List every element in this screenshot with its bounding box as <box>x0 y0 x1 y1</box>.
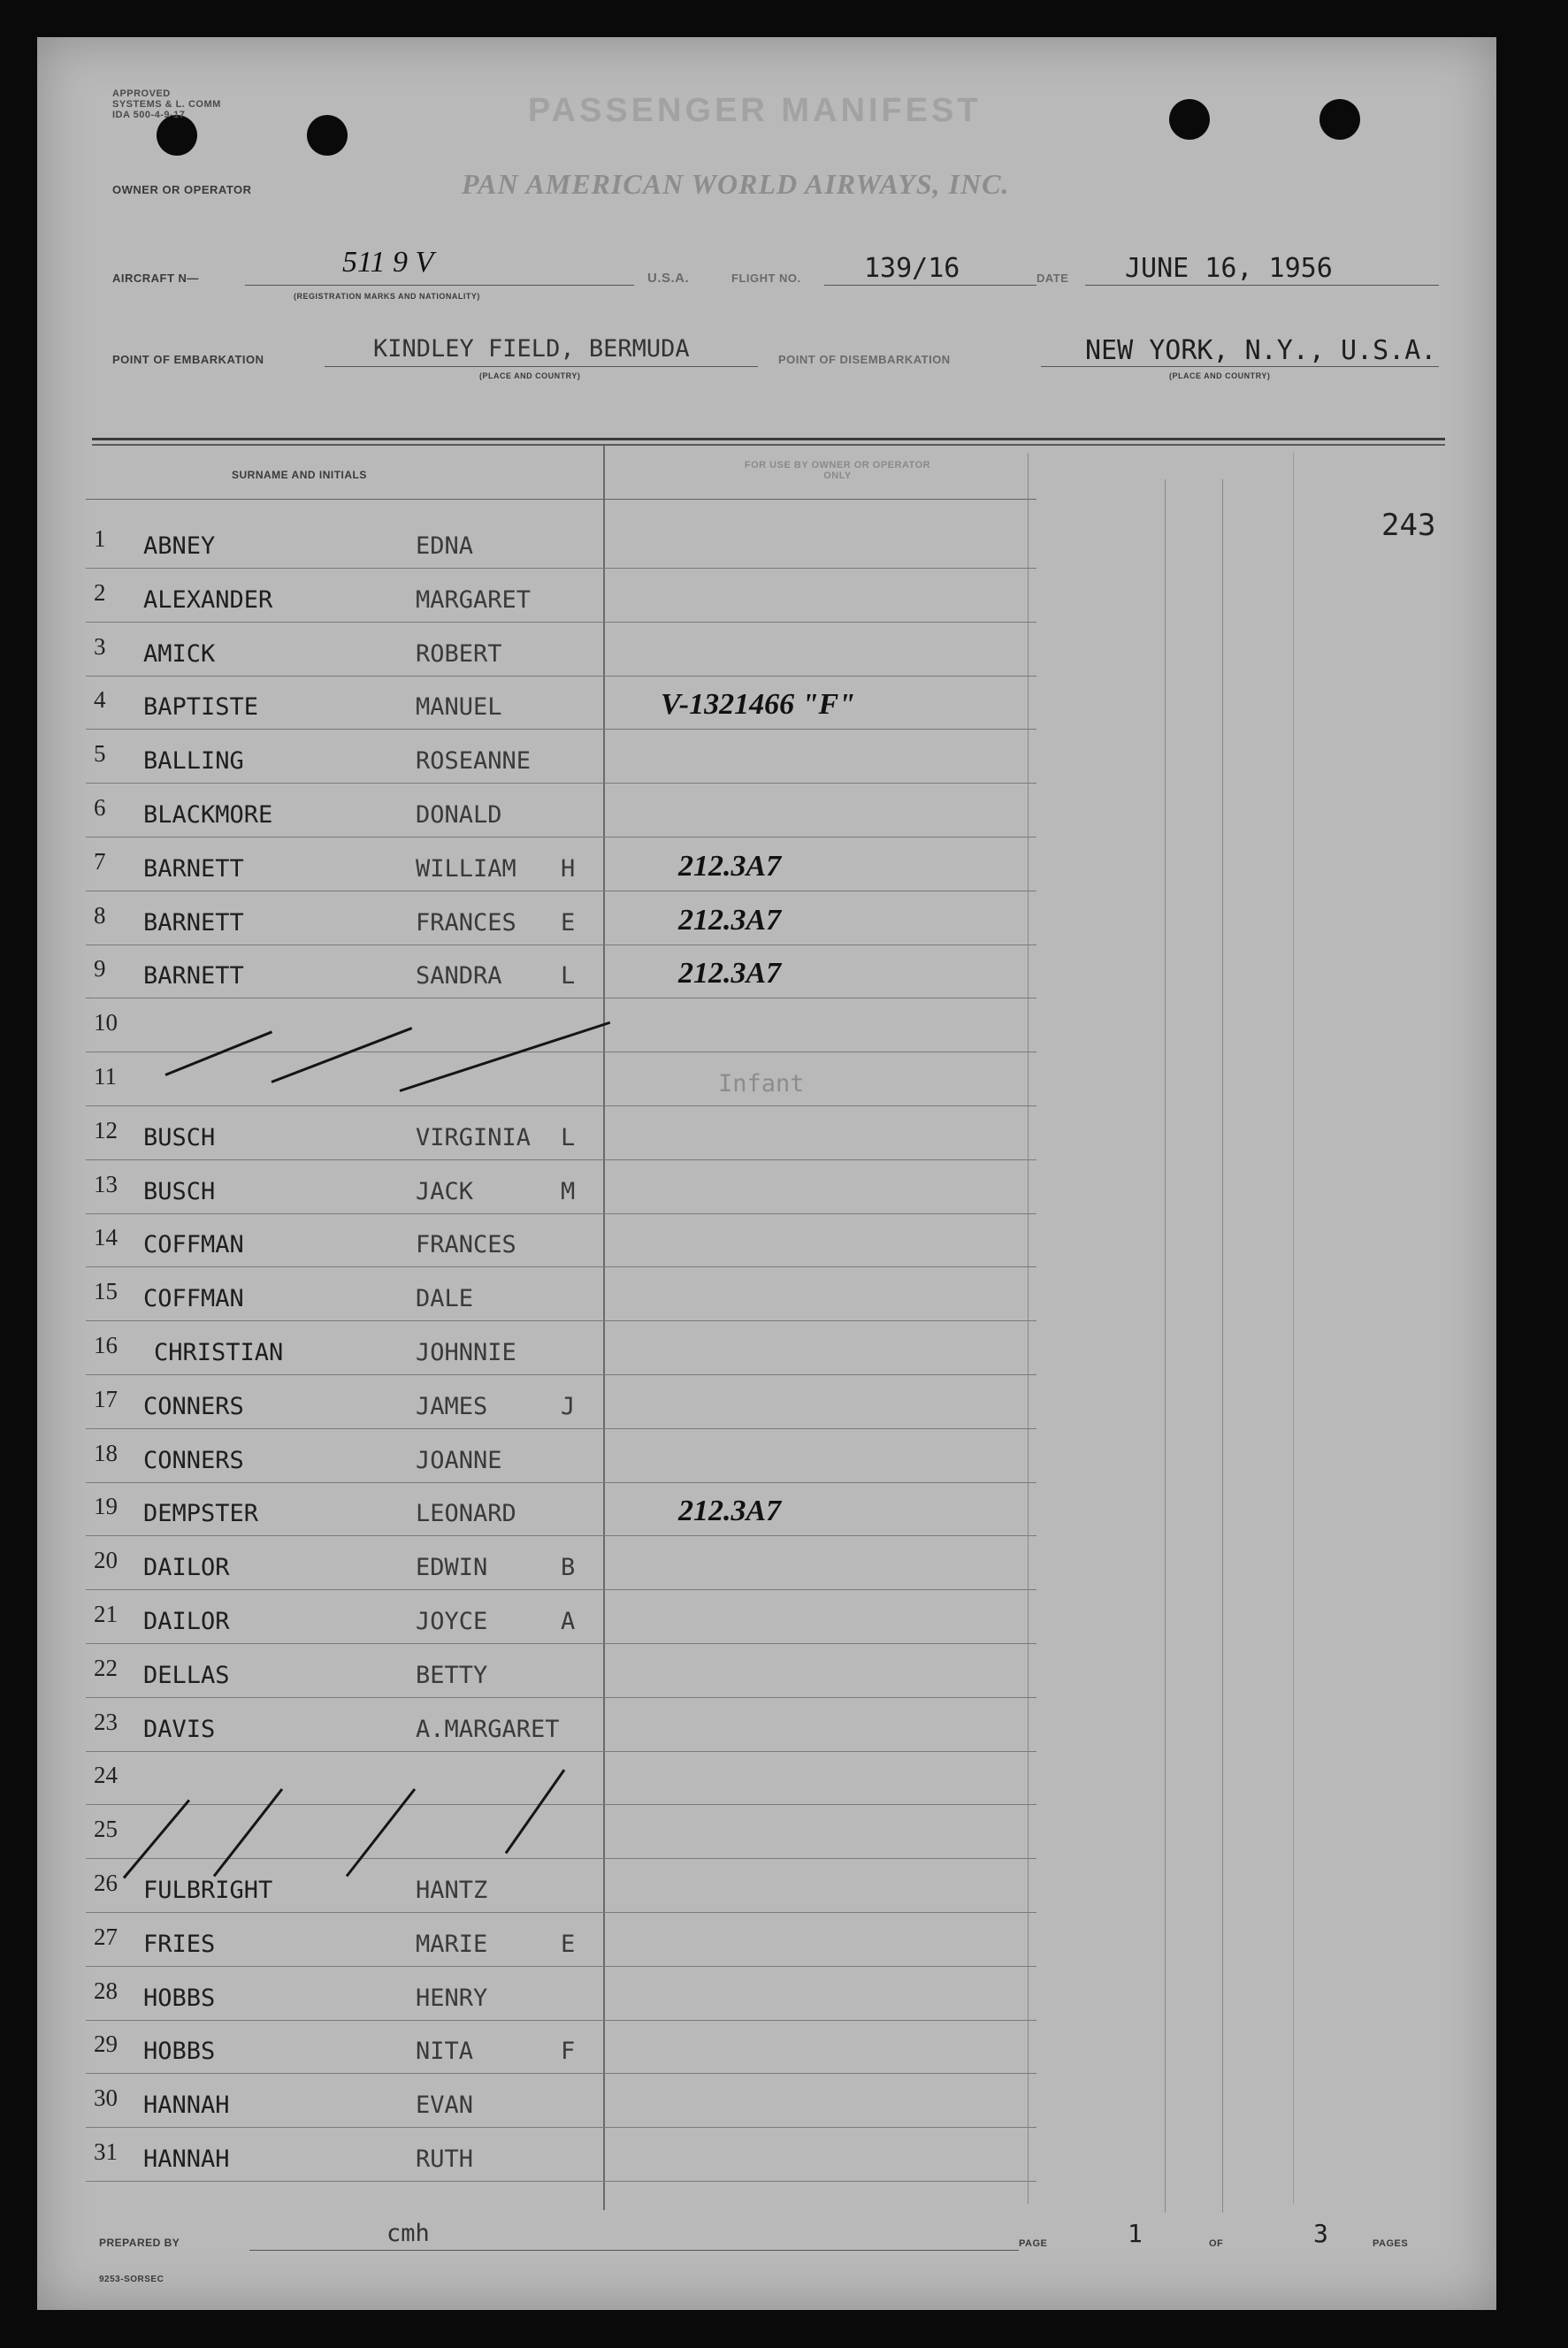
row-rule <box>86 783 1036 784</box>
row-rule <box>86 1320 1036 1321</box>
strike-mark <box>505 1769 565 1854</box>
row-number: 12 <box>94 1116 118 1143</box>
row-number: 28 <box>94 1977 118 2004</box>
row-number: 15 <box>94 1278 118 1305</box>
row-number: 14 <box>94 1224 118 1251</box>
date-value: JUNE 16, 1956 <box>1125 253 1333 284</box>
row-number: 27 <box>94 1923 118 1950</box>
row-rule <box>86 568 1036 569</box>
date-underline <box>1085 285 1439 286</box>
page-mark-number: 243 <box>1381 508 1436 543</box>
embark-note: (PLACE AND COUNTRY) <box>479 371 581 380</box>
disembark-underline <box>1041 366 1439 367</box>
row-rule <box>86 1428 1036 1429</box>
passenger-initial: L <box>561 962 576 990</box>
flight-underline <box>824 285 1036 286</box>
approved-stamp-line: APPROVED <box>112 88 171 99</box>
strike-mark <box>346 1788 416 1877</box>
flight-label: FLIGHT NO. <box>731 272 801 285</box>
row-number: 13 <box>94 1170 118 1197</box>
passenger-given-name: EDWIN <box>416 1554 488 1582</box>
prepared-value: cmh <box>386 2220 430 2247</box>
row-number: 1 <box>94 525 106 552</box>
embark-label: POINT OF EMBARKATION <box>112 353 264 366</box>
row-number: 25 <box>94 1816 118 1843</box>
passenger-surname: ABNEY <box>143 532 216 560</box>
of-label: OF <box>1209 2238 1224 2249</box>
row-rule <box>86 1966 1036 1967</box>
row-number: 9 <box>94 955 106 983</box>
row-rule <box>86 622 1036 623</box>
row-rule <box>86 2127 1036 2128</box>
row-rule <box>86 2020 1036 2021</box>
row-number: 4 <box>94 686 106 714</box>
approved-stamp-line: IDA 500-4-9-17 <box>112 110 186 120</box>
row-number: 18 <box>94 1439 118 1466</box>
passenger-given-name: ROSEANNE <box>416 747 532 776</box>
row-number: 22 <box>94 1654 118 1681</box>
passenger-surname: COFFMAN <box>143 1231 244 1259</box>
passenger-surname: HOBBS <box>143 1984 216 2012</box>
operator-name: PAN AMERICAN WORLD AIRWAYS, INC. <box>462 168 1010 200</box>
passenger-given-name: JACK <box>416 1177 474 1205</box>
passenger-given-name: WILLIAM <box>416 854 516 883</box>
passenger-given-name: EVAN <box>416 2092 474 2120</box>
aircraft-underline <box>245 285 634 286</box>
row-rule <box>86 1535 1036 1536</box>
passenger-given-name: A.MARGARET <box>416 1715 560 1743</box>
passenger-surname: DELLAS <box>143 1661 230 1689</box>
owner-note: 212.3A7 <box>678 849 782 883</box>
row-number: 10 <box>94 1009 118 1036</box>
row-number: 20 <box>94 1547 118 1574</box>
passenger-given-name: MANUEL <box>416 693 502 722</box>
row-rule <box>86 1643 1036 1644</box>
owner-label: OWNER OR OPERATOR <box>112 183 252 196</box>
passenger-surname: BUSCH <box>143 1177 216 1205</box>
passenger-initial: F <box>561 2038 576 2066</box>
passenger-given-name: HENRY <box>416 1984 488 2012</box>
passenger-given-name: LEONARD <box>416 1500 516 1528</box>
owner-note: 212.3A7 <box>678 957 782 990</box>
flight-value: 139/16 <box>864 253 960 284</box>
passenger-surname: DEMPSTER <box>143 1500 259 1528</box>
passenger-given-name: MARIE <box>416 1930 488 1958</box>
passenger-initial: L <box>561 1123 576 1151</box>
passenger-given-name: DALE <box>416 1285 474 1313</box>
strike-mark <box>164 1030 272 1075</box>
passenger-surname: HOBBS <box>143 2038 216 2066</box>
disembark-value: NEW YORK, N.Y., U.S.A. <box>1085 335 1437 366</box>
aircraft-note: (REGISTRATION MARKS AND NATIONALITY) <box>294 292 480 301</box>
passenger-given-name: VIRGINIA <box>416 1123 532 1151</box>
passenger-surname: CONNERS <box>143 1392 244 1420</box>
owner-note: V-1321466 "F" <box>661 688 856 722</box>
page-label: PAGE <box>1019 2238 1048 2249</box>
pages-label: PAGES <box>1373 2238 1409 2249</box>
row-rule <box>86 1482 1036 1483</box>
row-rule <box>86 1213 1036 1214</box>
passenger-initial: M <box>561 1177 576 1205</box>
row-number: 23 <box>94 1708 118 1735</box>
row-rule <box>86 1159 1036 1160</box>
owner-note: Infant <box>718 1070 805 1098</box>
prepared-label: PREPARED BY <box>99 2237 180 2249</box>
passenger-surname: BARNETT <box>143 854 244 883</box>
passenger-given-name: ROBERT <box>416 639 502 668</box>
row-rule <box>86 1589 1036 1590</box>
passenger-given-name: EDNA <box>416 532 474 560</box>
passenger-surname: FULBRIGHT <box>143 1877 273 1904</box>
row-number: 30 <box>94 2084 118 2112</box>
row-number: 17 <box>94 1385 118 1412</box>
row-rule <box>86 676 1036 677</box>
passenger-surname: DAILOR <box>143 1554 230 1582</box>
row-number: 21 <box>94 1601 118 1627</box>
row-rule <box>86 2073 1036 2074</box>
disembark-note: (PLACE AND COUNTRY) <box>1169 371 1271 380</box>
passenger-given-name: FRANCES <box>416 1231 516 1259</box>
row-number: 2 <box>94 578 106 606</box>
disembark-label: POINT OF DISEMBARKATION <box>778 353 951 366</box>
row-rule <box>86 2181 1036 2182</box>
row-rule <box>86 1912 1036 1913</box>
passenger-surname: HANNAH <box>143 2092 230 2120</box>
row-number: 11 <box>94 1063 117 1090</box>
row-rule <box>86 1266 1036 1267</box>
passenger-given-name: JOANNE <box>416 1446 502 1474</box>
passenger-surname: BARNETT <box>143 962 244 990</box>
passenger-given-name: RUTH <box>416 2145 474 2173</box>
owner-use-column-header: FOR USE BY OWNER OR OPERATOR ONLY <box>744 460 931 481</box>
column-divider <box>603 446 605 2210</box>
passenger-surname: DAVIS <box>143 1715 216 1743</box>
row-rule <box>86 1697 1036 1698</box>
punch-hole <box>157 115 197 156</box>
of-value: 3 <box>1313 2219 1328 2248</box>
strike-mark <box>400 1021 611 1092</box>
column-divider <box>1165 479 1166 2213</box>
punch-hole <box>307 115 348 156</box>
manifest-sheet <box>37 37 1496 2310</box>
row-number: 6 <box>94 794 106 821</box>
passenger-surname: BALLING <box>143 747 244 776</box>
approved-stamp <box>112 88 221 120</box>
aircraft-label: AIRCRAFT N— <box>112 272 199 285</box>
passenger-surname: BLACKMORE <box>143 801 273 829</box>
passenger-given-name: FRANCES <box>416 908 516 937</box>
row-rule <box>86 1751 1036 1752</box>
row-number: 24 <box>94 1762 118 1789</box>
passenger-surname: CONNERS <box>143 1446 244 1474</box>
row-number: 29 <box>94 2031 118 2058</box>
passenger-initial: E <box>561 908 576 937</box>
header-bottom-rule <box>86 499 1036 500</box>
passenger-surname: ALEXANDER <box>143 585 273 614</box>
passenger-surname: BAPTISTE <box>143 693 259 722</box>
row-number: 26 <box>94 1870 118 1896</box>
passenger-given-name: NITA <box>416 2038 474 2066</box>
row-number: 16 <box>94 1332 118 1358</box>
row-number: 8 <box>94 901 106 929</box>
passenger-surname: AMICK <box>143 639 216 668</box>
passenger-given-name: MARGARET <box>416 585 532 614</box>
passenger-given-name: DONALD <box>416 801 502 829</box>
passenger-given-name: HANTZ <box>416 1877 488 1904</box>
column-divider <box>1222 479 1223 2213</box>
passenger-initial: E <box>561 1930 576 1958</box>
form-number: 9253-SORSEC <box>99 2275 164 2284</box>
owner-note: 212.3A7 <box>678 1495 782 1528</box>
row-rule <box>86 1374 1036 1375</box>
passenger-surname: CHRISTIAN <box>154 1339 284 1366</box>
approved-stamp-line: SYSTEMS & L. COMM <box>112 99 221 110</box>
row-number: 3 <box>94 632 106 660</box>
row-number: 19 <box>94 1493 118 1520</box>
passenger-surname: FRIES <box>143 1930 216 1958</box>
row-rule <box>86 729 1036 730</box>
strike-mark <box>213 1788 283 1877</box>
embark-value: KINDLEY FIELD, BERMUDA <box>373 335 690 363</box>
row-rule <box>86 1804 1036 1805</box>
passenger-surname: BARNETT <box>143 908 244 937</box>
aircraft-value: 511 9 V <box>342 246 434 279</box>
passenger-given-name: SANDRA <box>416 962 502 990</box>
date-label: DATE <box>1036 272 1069 285</box>
passenger-initial: J <box>561 1392 576 1420</box>
row-number: 31 <box>94 2138 118 2165</box>
passenger-surname: DAILOR <box>143 1608 230 1635</box>
passenger-given-name: JOHNNIE <box>416 1339 516 1366</box>
row-number: 7 <box>94 847 106 875</box>
passenger-initial: A <box>561 1608 576 1635</box>
usa-label: U.S.A. <box>647 271 690 286</box>
page-value: 1 <box>1128 2219 1143 2248</box>
column-divider <box>1293 453 1294 2204</box>
table-top-rule <box>92 438 1445 440</box>
passenger-given-name: BETTY <box>416 1661 488 1689</box>
passenger-surname: HANNAH <box>143 2145 230 2173</box>
owner-note: 212.3A7 <box>678 903 782 937</box>
row-number: 5 <box>94 740 106 768</box>
surname-column-header: SURNAME AND INITIALS <box>232 469 367 481</box>
punch-hole <box>1319 99 1360 140</box>
passenger-surname: COFFMAN <box>143 1285 244 1313</box>
column-divider <box>1028 453 1029 2204</box>
passenger-initial: H <box>561 854 576 883</box>
embark-underline <box>325 366 758 367</box>
row-rule <box>86 1105 1036 1106</box>
strike-mark <box>123 1799 190 1878</box>
table-top-rule-2 <box>92 444 1445 446</box>
strike-mark <box>271 1027 412 1083</box>
passenger-surname: BUSCH <box>143 1123 216 1151</box>
prepared-underline <box>249 2250 1019 2251</box>
passenger-initial: B <box>561 1554 576 1582</box>
passenger-given-name: JAMES <box>416 1392 488 1420</box>
manifest-title: PASSENGER MANIFEST <box>528 92 982 129</box>
punch-hole <box>1169 99 1210 140</box>
passenger-given-name: JOYCE <box>416 1608 488 1635</box>
